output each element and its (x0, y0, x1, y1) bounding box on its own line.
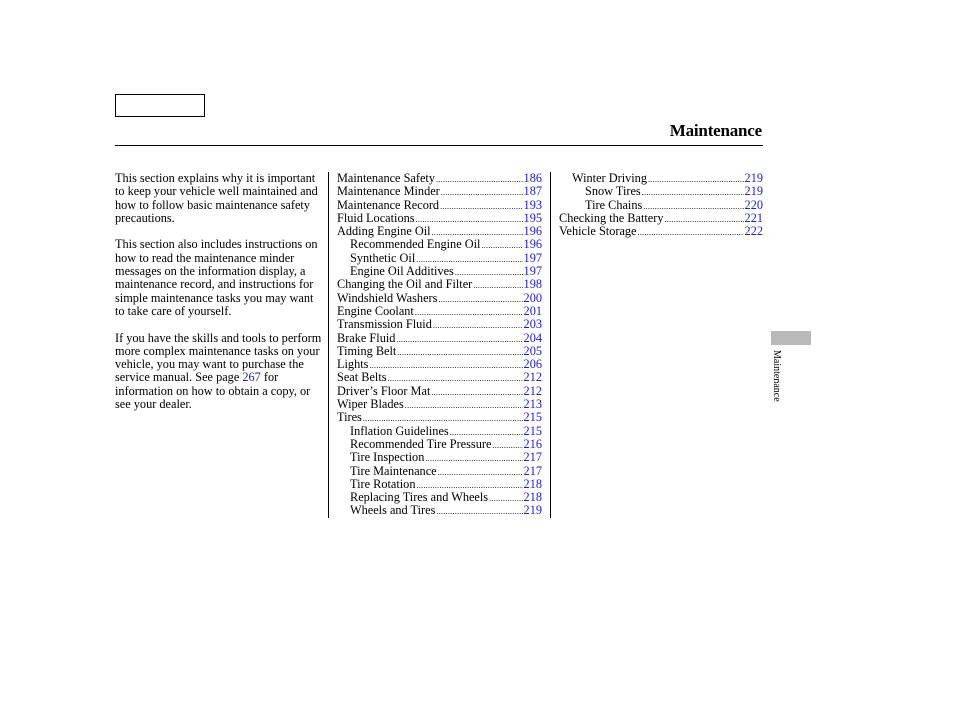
toc-entry-label: Recommended Engine Oil (350, 237, 481, 252)
section-tab-label: Maintenance (771, 350, 782, 402)
toc-leader-dots (438, 466, 523, 479)
toc-entry[interactable] (559, 185, 763, 198)
column-divider-2 (550, 172, 551, 518)
header-rule (115, 145, 763, 146)
toc-column-2 (559, 172, 763, 238)
page-title: Maintenance (669, 121, 762, 140)
toc-entry-page-link[interactable]: 220 (744, 197, 763, 212)
toc-entry[interactable] (337, 238, 542, 251)
toc-leader-dots (425, 452, 522, 465)
column-divider-1 (328, 172, 329, 518)
toc-entry-label: Lights (337, 357, 369, 372)
toc-entry[interactable] (337, 292, 542, 305)
toc-entry-label: Replacing Tires and Wheels (350, 490, 489, 505)
toc-entry-page-link[interactable]: 212 (523, 383, 542, 398)
toc-entry-page-link[interactable]: 186 (523, 171, 542, 185)
toc-entry-page-link[interactable]: 217 (523, 450, 542, 465)
toc-entry-label: Changing the Oil and Filter (337, 277, 473, 292)
toc-entry[interactable] (337, 278, 542, 291)
toc-entry-page-link[interactable]: 193 (523, 197, 542, 212)
toc-entry[interactable] (337, 451, 542, 464)
toc-entry-page-link[interactable]: 195 (523, 210, 542, 225)
toc-leader-dots (397, 346, 522, 359)
toc-entry-label: Windshield Washers (337, 290, 438, 305)
service-manual-page-link[interactable]: 267 (242, 370, 261, 385)
toc-entry-label: Checking the Battery (559, 210, 664, 225)
toc-entry-label: Engine Oil Additives (350, 264, 454, 279)
toc-column-1 (337, 172, 542, 518)
toc-entry-page-link[interactable]: 204 (523, 330, 542, 345)
toc-entry[interactable] (337, 385, 542, 398)
toc-entry-label: Tire Chains (585, 197, 643, 212)
toc-entry-label: Winter Driving (572, 171, 647, 185)
toc-entry[interactable] (337, 225, 542, 238)
toc-entry[interactable] (337, 212, 542, 225)
toc-entry-page-link[interactable]: 217 (523, 463, 542, 478)
toc-entry[interactable] (337, 371, 542, 384)
toc-entry-page-link[interactable]: 218 (523, 476, 542, 491)
toc-entry-label: Seat Belts (337, 370, 387, 385)
toc-entry-label: Fluid Locations (337, 210, 415, 225)
toc-leader-dots (405, 399, 523, 412)
toc-entry-page-link[interactable]: 215 (523, 410, 542, 425)
toc-entry[interactable] (337, 504, 542, 517)
toc-entry-page-link[interactable]: 200 (523, 290, 542, 305)
intro-paragraph-1: This section explains why it is important to keep your vehicle well maintained and how to follow basic maintenance safety precautions. (115, 171, 318, 225)
intro-paragraph-3 (115, 332, 323, 412)
toc-entry-page-link[interactable]: 219 (523, 503, 542, 518)
toc-entry[interactable] (337, 438, 542, 451)
toc-entry-page-link[interactable]: 221 (744, 210, 763, 225)
toc-entry[interactable] (337, 358, 542, 371)
toc-entry[interactable] (337, 491, 542, 504)
toc-leader-dots (638, 226, 744, 239)
toc-entry-label: Vehicle Storage (559, 224, 637, 239)
toc-leader-dots (416, 213, 523, 226)
toc-entry-label: Wheels and Tires (350, 503, 436, 518)
toc-entry-label: Timing Belt (337, 343, 397, 358)
header-box (115, 94, 205, 117)
toc-entry-label: Wiper Blades (337, 397, 404, 412)
toc-entry-label: Inflation Guidelines (350, 423, 449, 438)
intro-paragraph-2: This section also includes instructions on how to read the maintenance minder messages on the information display, a maintenance record, and instructions for simple maintenance tasks you may want to take care of yourself. (115, 237, 318, 318)
toc-leader-dots (648, 173, 744, 186)
toc-entry[interactable] (337, 185, 542, 198)
toc-entry-label: Maintenance Minder (337, 184, 440, 199)
toc-entry-page-link[interactable]: 206 (523, 357, 542, 372)
intro-p3-before: If you have the skills and tools to perform more complex maintenance tasks on your vehicle, you may want to purchase the service manual. See page (115, 330, 322, 385)
toc-entry-page-link[interactable]: 197 (523, 250, 542, 265)
section-tab (771, 331, 811, 345)
toc-entry[interactable] (337, 199, 542, 212)
toc-entry[interactable] (559, 225, 763, 238)
toc-entry[interactable] (559, 172, 763, 185)
toc-entry-page-link[interactable]: 216 (523, 436, 542, 451)
intro-text (115, 172, 323, 425)
toc-entry[interactable] (337, 172, 542, 185)
toc-entry-page-link[interactable]: 196 (523, 237, 542, 252)
toc-leader-dots (642, 186, 744, 199)
toc-leader-dots (433, 319, 523, 332)
toc-entry[interactable] (337, 411, 542, 424)
toc-leader-dots (438, 293, 522, 306)
toc-entry-page-link[interactable]: 219 (744, 184, 763, 199)
toc-entry[interactable] (337, 465, 542, 478)
toc-entry-label: Maintenance Safety (337, 171, 435, 185)
toc-leader-dots (369, 359, 522, 372)
intro-p3-after: for information on how to obtain a copy, or see your dealer. (115, 370, 311, 412)
toc-entry-page-link[interactable]: 197 (523, 264, 542, 279)
toc-entry[interactable] (337, 318, 542, 331)
toc-leader-dots (492, 439, 522, 452)
toc-entry-label: Recommended Tire Pressure (350, 436, 492, 451)
toc-entry-page-link[interactable]: 222 (744, 224, 763, 239)
toc-entry-label: Tires (337, 410, 362, 425)
toc-entry[interactable] (337, 252, 542, 265)
toc-entry-page-link[interactable]: 215 (523, 423, 542, 438)
toc-entry[interactable] (337, 398, 542, 411)
toc-entry-page-link[interactable]: 196 (523, 224, 542, 239)
toc-entry[interactable] (337, 345, 542, 358)
toc-entry-label: Maintenance Record (337, 197, 440, 212)
toc-entry-label: Adding Engine Oil (337, 224, 431, 239)
toc-entry[interactable] (337, 478, 542, 491)
toc-entry-page-link[interactable]: 198 (523, 277, 542, 292)
toc-entry[interactable] (559, 199, 763, 212)
toc-entry-label: Synthetic Oil (350, 250, 416, 265)
toc-entry-label: Driver’s Floor Mat (337, 383, 431, 398)
toc-entry-page-link[interactable]: 218 (523, 490, 542, 505)
toc-entry-label: Tire Rotation (350, 476, 416, 491)
toc-entry-label: Snow Tires (585, 184, 641, 199)
toc-entry[interactable] (559, 212, 763, 225)
toc-entry-label: Tire Maintenance (350, 463, 437, 478)
toc-entry-label: Transmission Fluid (337, 317, 432, 332)
toc-entry[interactable] (337, 305, 542, 318)
toc-entry[interactable] (337, 265, 542, 278)
toc-leader-dots (440, 200, 522, 213)
toc-leader-dots (473, 279, 522, 292)
toc-leader-dots (665, 213, 744, 226)
toc-entry[interactable] (337, 425, 542, 438)
toc-entry-page-link[interactable]: 219 (744, 171, 763, 185)
toc-leader-dots (489, 492, 522, 505)
toc-entry-label: Tire Inspection (350, 450, 425, 465)
toc-entry-page-link[interactable]: 205 (523, 343, 542, 358)
toc-entry-page-link[interactable]: 203 (523, 317, 542, 332)
toc-entry-page-link[interactable]: 187 (523, 184, 542, 199)
toc-entry-label: Engine Coolant (337, 303, 414, 318)
toc-leader-dots (436, 505, 522, 518)
toc-leader-dots (396, 333, 522, 346)
toc-leader-dots (481, 239, 522, 252)
toc-entry[interactable] (337, 332, 542, 345)
toc-leader-dots (441, 186, 523, 199)
toc-entry-page-link[interactable]: 213 (523, 397, 542, 412)
toc-entry-label: Brake Fluid (337, 330, 396, 345)
toc-leader-dots (436, 173, 523, 186)
toc-entry-page-link[interactable]: 201 (523, 303, 542, 318)
toc-entry-page-link[interactable]: 212 (523, 370, 542, 385)
toc-leader-dots (431, 386, 522, 399)
